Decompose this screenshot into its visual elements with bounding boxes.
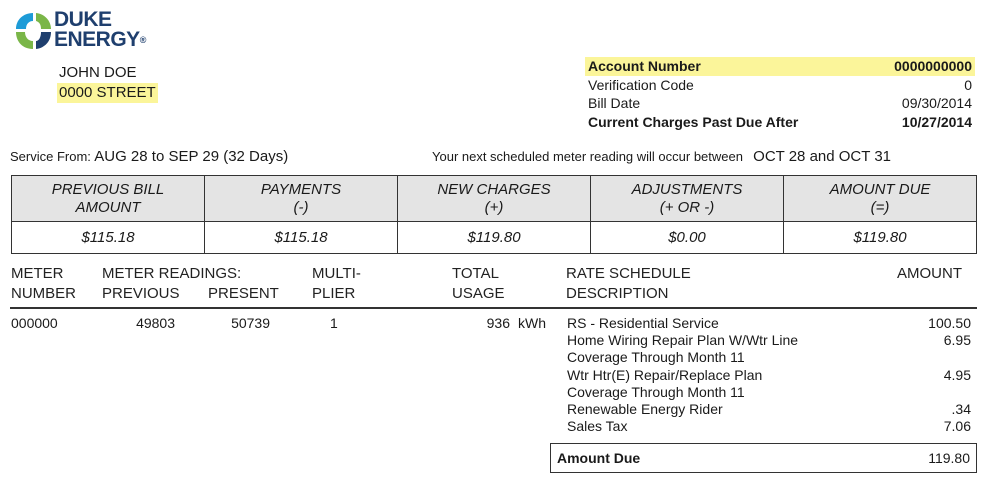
charge-line: Sales Tax 7.06 <box>567 418 971 435</box>
multiplier-header: MULTI- PLIER <box>312 265 361 302</box>
previous-header: PREVIOUS <box>102 285 180 302</box>
meter-readings-header: METER READINGS: <box>102 265 242 282</box>
summary-new-charges-value: $119.80 <box>398 222 591 254</box>
summary-header-amount-due: AMOUNT DUE (=) <box>784 176 977 222</box>
past-due-value: 10/27/2014 <box>901 113 972 130</box>
account-number-label: Account Number <box>588 58 701 74</box>
summary-previous-value: $115.18 <box>12 222 205 254</box>
verification-value: 0 <box>964 76 972 93</box>
usage-unit: kWh <box>518 315 546 331</box>
charge-line: Home Wiring Repair Plan W/Wtr Line 6.95 <box>567 332 971 349</box>
multiplier-value: 1 <box>330 315 338 331</box>
summary-header-row <box>12 176 977 222</box>
summary-header-new-charges: NEW CHARGES (+) <box>398 176 591 222</box>
past-due-row <box>585 113 975 132</box>
bill-summary-table <box>11 175 977 254</box>
account-info <box>585 57 975 131</box>
summary-adjustments-value: $0.00 <box>591 222 784 254</box>
duke-energy-logo-icon <box>12 10 54 52</box>
customer-name: JOHN DOE <box>59 64 137 81</box>
bill-date-row <box>585 94 975 113</box>
verification-label: Verification Code <box>588 76 694 93</box>
amount-header: AMOUNT <box>897 265 962 282</box>
charge-line: Renewable Energy Rider .34 <box>567 401 971 418</box>
amount-due-label: Amount Due <box>557 450 641 466</box>
bill-date-label: Bill Date <box>588 95 641 111</box>
account-number-value: 0000000000 <box>894 58 972 74</box>
amount-due-box <box>550 443 977 473</box>
summary-payments-value: $115.18 <box>205 222 398 254</box>
meter-number: 000000 <box>11 315 58 331</box>
meter-number-header: METER NUMBER <box>11 265 77 302</box>
present-header: PRESENT <box>208 285 279 302</box>
service-period <box>10 148 288 165</box>
registered-mark: ® <box>139 35 146 45</box>
bill-date-value: 09/30/2014 <box>901 95 972 111</box>
charge-line: Wtr Htr(E) Repair/Replace Plan 4.95 <box>567 366 971 383</box>
past-due-label: Current Charges Past Due After <box>588 113 799 130</box>
charge-line: Coverage Through Month 11 <box>567 349 745 366</box>
previous-reading: 49803 <box>136 315 175 331</box>
total-usage-value: 936 <box>486 315 510 331</box>
summary-amount-due-value: $119.80 <box>784 222 977 254</box>
charge-line: Coverage Through Month 11 <box>567 383 745 400</box>
total-usage-header: TOTAL USAGE <box>452 265 505 302</box>
summary-header-adjustments: ADJUSTMENTS (+ OR -) <box>591 176 784 222</box>
brand-line1: DUKE <box>54 8 112 31</box>
amount-due-total: 119.80 <box>928 450 970 466</box>
next-reading-label: Your next scheduled meter reading will occur between <box>432 149 743 164</box>
customer-street: 0000 STREET <box>59 84 156 101</box>
service-from-value: AUG 28 to SEP 29 (32 Days) <box>94 148 289 165</box>
detail-divider <box>10 307 977 309</box>
next-reading <box>432 148 891 165</box>
service-from-label: Service From: <box>10 149 91 164</box>
charge-line: RS - Residential Service 100.50 <box>567 315 971 331</box>
next-reading-value: OCT 28 and OCT 31 <box>753 148 892 165</box>
summary-header-previous: PREVIOUS BILL AMOUNT <box>12 176 205 222</box>
summary-values-row <box>12 222 977 254</box>
present-reading: 50739 <box>231 315 270 331</box>
charges-list <box>567 315 971 435</box>
account-number-row <box>585 57 975 76</box>
verification-row <box>585 76 975 95</box>
rate-schedule-header: RATE SCHEDULE DESCRIPTION <box>566 265 691 302</box>
brand-line2: ENERGY <box>54 28 140 51</box>
brand-wordmark <box>54 10 146 50</box>
summary-header-payments: PAYMENTS (-) <box>205 176 398 222</box>
